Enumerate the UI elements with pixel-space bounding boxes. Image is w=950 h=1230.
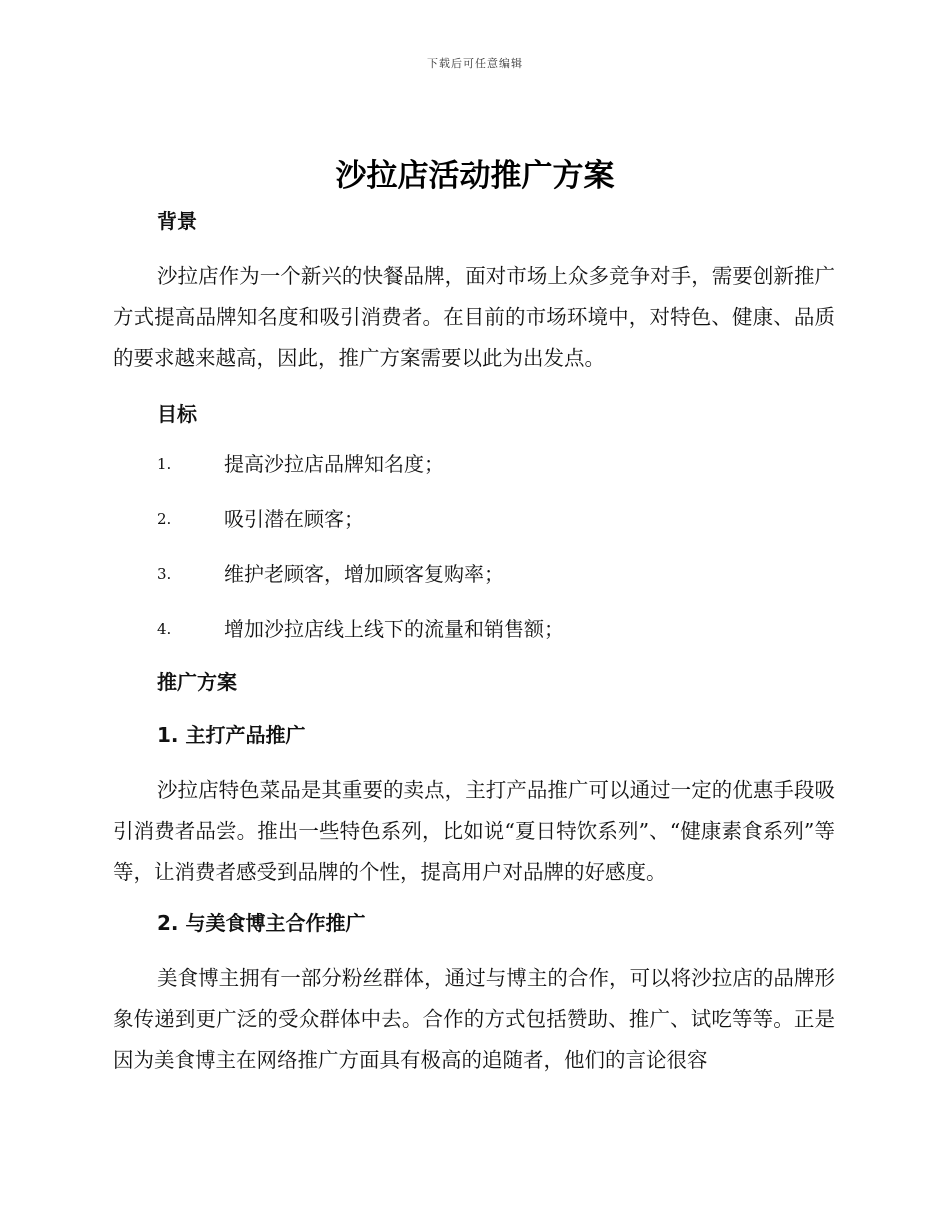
- section-heading-plan: 推广方案: [157, 670, 237, 694]
- list-item: [113, 444, 835, 499]
- section-heading-background: 背景: [157, 209, 197, 233]
- subsection-heading-main-product: 1. 主打产品推广: [157, 723, 306, 747]
- section-heading-goals: 目标: [157, 402, 197, 426]
- list-text: 维护老顾客，增加顾客复购率；: [224, 562, 504, 586]
- goals-list: [113, 444, 835, 664]
- list-text: 提高沙拉店品牌知名度；: [224, 452, 444, 476]
- list-number: 1.: [157, 455, 172, 473]
- subsection-heading-food-blogger: 2. 与美食博主合作推广: [157, 911, 366, 935]
- list-item: [113, 499, 835, 554]
- page-header-note: 下载后可任意编辑: [427, 57, 523, 70]
- list-text: 吸引潜在顾客；: [224, 507, 364, 531]
- list-number: 3.: [157, 565, 172, 583]
- list-item: [113, 554, 835, 609]
- food-blogger-paragraph: 美食博主拥有一部分粉丝群体，通过与博主的合作，可以将沙拉店的品牌形象传递到更广泛的受众群体中去。合作的方式包括赞助、推广、试吃等等。正是因为美食博主在网络推广方面具有极高的追随者，他们的言论很容: [113, 966, 835, 1072]
- list-number: 2.: [157, 510, 172, 528]
- list-item: [113, 609, 835, 664]
- background-paragraph: 沙拉店作为一个新兴的快餐品牌，面对市场上众多竞争对手，需要创新推广方式提高品牌知名度和吸引消费者。在目前的市场环境中，对特色、健康、品质的要求越来越高，因此，推广方案需要以此为出发点。: [113, 264, 835, 370]
- list-text: 增加沙拉店线上线下的流量和销售额；: [224, 617, 564, 641]
- document-title: 沙拉店活动推广方案: [335, 158, 615, 194]
- main-product-paragraph: 沙拉店特色菜品是其重要的卖点，主打产品推广可以通过一定的优惠手段吸引消费者品尝。推出一些特色系列，比如说“夏日特饮系列”、“健康素食系列”等等，让消费者感受到品牌的个性，提高用户对品牌的好感度。: [113, 778, 835, 884]
- document-body: [113, 203, 835, 1081]
- list-number: 4.: [157, 620, 172, 638]
